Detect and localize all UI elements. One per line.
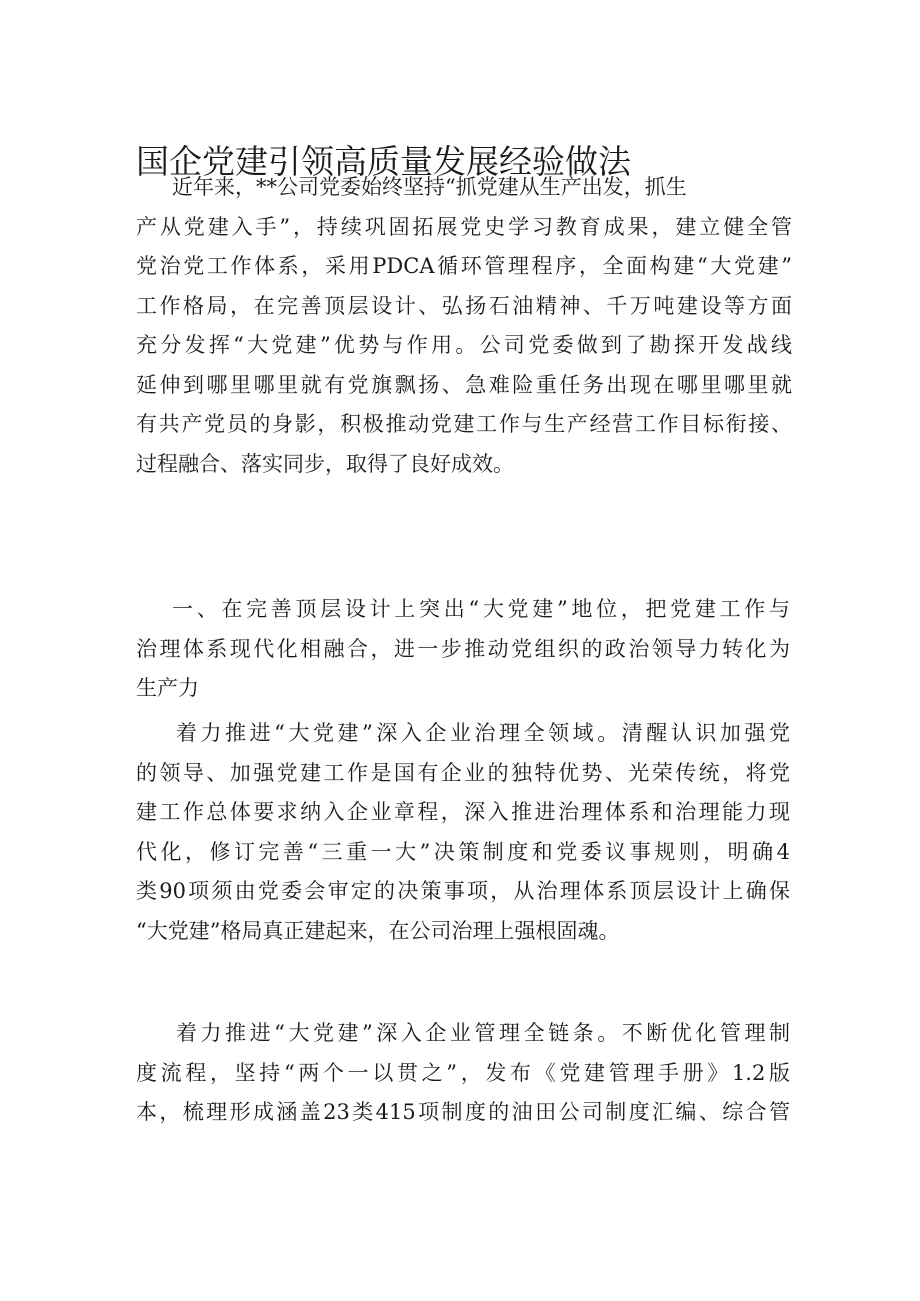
- paragraph-line: 的领导、加强党建工作是国有企业的独特优势、光荣传统，将党: [136, 760, 790, 785]
- paragraph-line: 产从党建入手”，持续巩固拓展党史学习教育成果，建立健全管: [136, 214, 792, 239]
- body-paragraph-1: [136, 714, 790, 951]
- paragraph-line: 代化，修订完善“三重一大”决策制度和党委议事规则，明确4: [136, 839, 790, 864]
- paragraph-line: 度流程，坚持“两个一以贯之”，发布《党建管理手册》1.2版: [136, 1060, 790, 1085]
- paragraph-line: 延伸到哪里哪里就有党旗飘扬、急难险重任务出现在哪里哪里就: [136, 372, 792, 397]
- intro-paragraph: [136, 168, 792, 484]
- document-title: 国企党建引领高质量发展经验做法: [136, 142, 631, 181]
- paragraph-line: 类90项须由党委会审定的决策事项，从治理体系顶层设计上确保: [136, 879, 790, 903]
- paragraph-line: 工作格局，在完善顶层设计、弘扬石油精神、千万吨建设等方面: [136, 293, 792, 318]
- paragraph-line: 近年来，**公司党委始终坚持“抓党建从生产出发，抓生: [172, 175, 687, 199]
- heading-line: 治理体系现代化相融合，进一步推动党组织的政治领导力转化为: [136, 636, 790, 661]
- heading-line: 一、在完善顶层设计上突出“大党建”地位，把党建工作与: [172, 597, 790, 621]
- paragraph-line: 着力推进“大党建”深入企业管理全链条。不断优化管理制: [176, 1021, 790, 1045]
- heading-line: 生产力: [136, 676, 199, 700]
- paragraph-line: 党治党工作体系，采用PDCA循环管理程序，全面构建“大党建”: [136, 254, 792, 278]
- paragraph-line: 着力推进“大党建”深入企业治理全领域。清醒认识加强党: [176, 721, 790, 745]
- body-paragraph-2: [136, 1014, 790, 1133]
- paragraph-line: 建工作总体要求纳入企业章程，深入推进治理体系和治理能力现: [136, 800, 790, 824]
- paragraph-line: 过程融合、落实同步，取得了良好成效。: [136, 451, 514, 476]
- section-heading-1: [136, 590, 790, 709]
- paragraph-line: 充分发挥“大党建”优势与作用。公司党委做到了勘探开发战线: [136, 333, 792, 357]
- paragraph-line: 有共产党员的身影，积极推动党建工作与生产经营工作目标衔接、: [136, 412, 792, 436]
- paragraph-line: 本，梳理形成涵盖23类415项制度的油田公司制度汇编、综合管: [136, 1100, 790, 1124]
- paragraph-line: “大党建”格局真正建起来，在公司治理上强根固魂。: [136, 918, 620, 943]
